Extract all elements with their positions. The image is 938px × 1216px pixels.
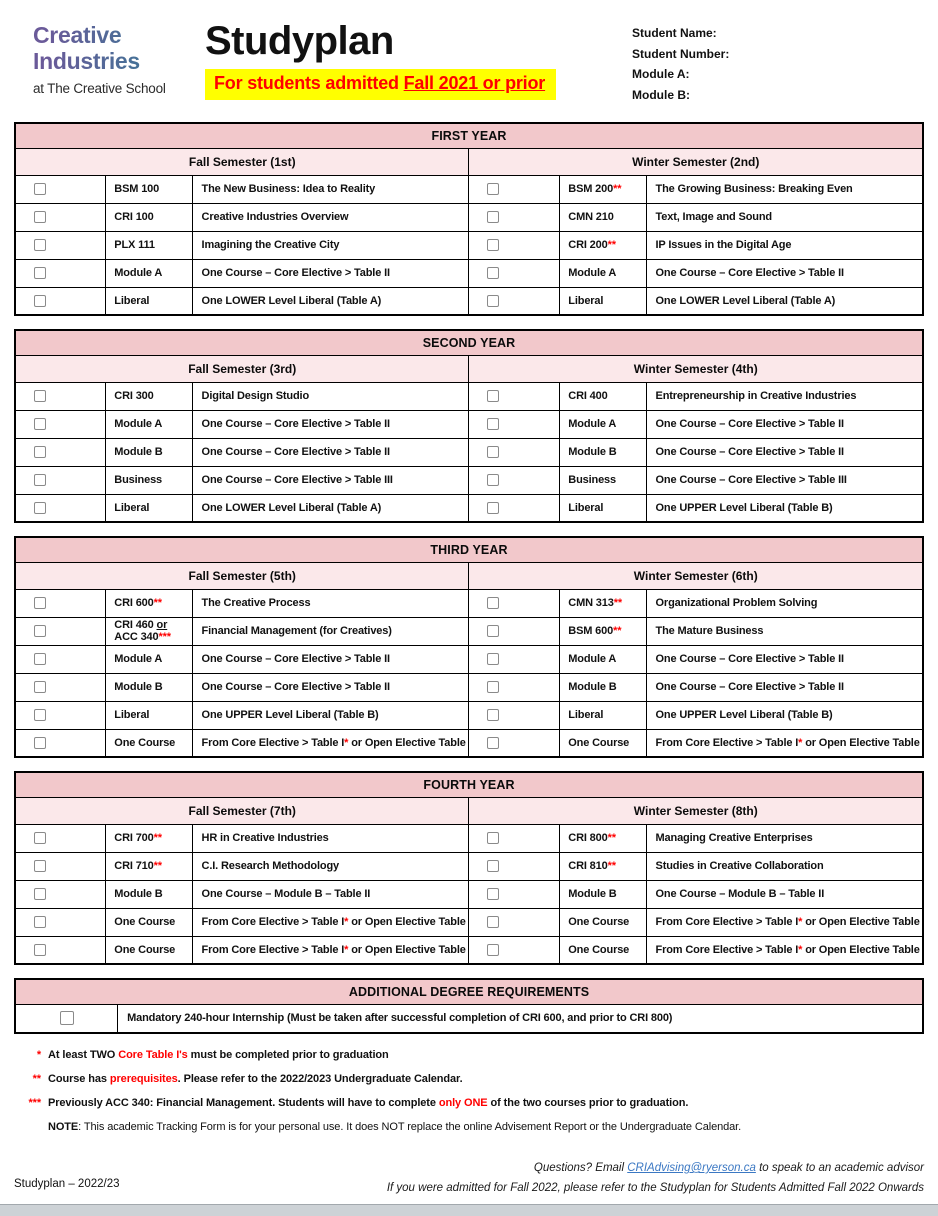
internship-checkbox-cell <box>15 1004 118 1033</box>
course-code: CRI 710** <box>106 852 192 880</box>
course-code: BSM 600** <box>560 617 646 645</box>
note-line <box>0 1121 924 1134</box>
banner-prefix: For students admitted <box>214 73 404 93</box>
course-checkbox-cell <box>469 852 560 880</box>
course-checkbox[interactable] <box>34 295 46 307</box>
year-title: FOURTH YEAR <box>15 772 923 797</box>
course-description: Text, Image and Sound <box>646 203 923 231</box>
course-row <box>15 824 923 852</box>
course-checkbox[interactable] <box>487 681 499 693</box>
course-description: One Course – Core Elective > Table II <box>646 438 923 466</box>
course-code: Module A <box>106 410 192 438</box>
logo-word-creative: Creative <box>33 22 205 48</box>
course-code: Module A <box>106 645 192 673</box>
course-code: One Course <box>560 908 646 936</box>
course-checkbox[interactable] <box>34 446 46 458</box>
course-checkbox-cell <box>469 494 560 522</box>
course-checkbox[interactable] <box>34 653 46 665</box>
course-description: One Course – Core Elective > Table II <box>192 410 469 438</box>
course-checkbox[interactable] <box>34 737 46 749</box>
title-block <box>205 16 632 100</box>
course-checkbox-cell <box>15 203 106 231</box>
footnotes <box>0 1034 938 1134</box>
year-table <box>14 771 924 965</box>
course-row <box>15 645 923 673</box>
course-description: One Course – Core Elective > Table II <box>192 645 469 673</box>
requirement-row <box>15 1004 923 1033</box>
course-description: Managing Creative Enterprises <box>646 824 923 852</box>
course-row <box>15 175 923 203</box>
page-footer <box>14 1158 924 1198</box>
course-checkbox[interactable] <box>34 183 46 195</box>
course-description: Financial Management (for Creatives) <box>192 617 469 645</box>
footnote-single-asterisk <box>0 1049 924 1062</box>
course-description: IP Issues in the Digital Age <box>646 231 923 259</box>
asterisk-mark: * <box>36 1049 41 1061</box>
course-checkbox-cell <box>15 466 106 494</box>
course-description: HR in Creative Industries <box>192 824 469 852</box>
page-header <box>0 0 938 122</box>
course-row <box>15 673 923 701</box>
course-code: One Course <box>560 936 646 964</box>
footnote-double-asterisk <box>0 1073 924 1086</box>
course-checkbox[interactable] <box>34 944 46 956</box>
course-code: CRI 300 <box>106 382 192 410</box>
admission-banner <box>205 69 556 100</box>
course-code: Liberal <box>106 287 192 315</box>
course-description: From Core Elective > Table I* or Open Elective Table <box>646 729 923 757</box>
course-description: Studies in Creative Collaboration <box>646 852 923 880</box>
course-checkbox-cell <box>15 617 106 645</box>
course-checkbox-cell <box>15 438 106 466</box>
course-row <box>15 617 923 645</box>
course-checkbox[interactable] <box>487 944 499 956</box>
footer-version-label: Studyplan – 2022/23 <box>14 1178 120 1190</box>
logo-tagline: at The Creative School <box>33 81 166 96</box>
course-description: One UPPER Level Liberal (Table B) <box>646 494 923 522</box>
semester-header-fall: Fall Semester (3rd) <box>15 355 469 382</box>
course-checkbox-cell <box>469 673 560 701</box>
course-code: CMN 210 <box>560 203 646 231</box>
course-description: One Course – Core Elective > Table II <box>192 438 469 466</box>
course-description: Entrepreneurship in Creative Industries <box>646 382 923 410</box>
course-code: Module B <box>106 880 192 908</box>
course-checkbox-cell <box>15 824 106 852</box>
course-code: Liberal <box>106 701 192 729</box>
course-checkbox-cell <box>15 589 106 617</box>
course-checkbox-cell <box>469 908 560 936</box>
course-checkbox[interactable] <box>34 832 46 844</box>
student-name-label: Student Name: <box>632 26 717 40</box>
course-checkbox-cell <box>15 645 106 673</box>
course-description: One Course – Core Elective > Table II <box>646 645 923 673</box>
course-code: Liberal <box>560 494 646 522</box>
course-code: Business <box>106 466 192 494</box>
course-code: CRI 810** <box>560 852 646 880</box>
footer-questions-line: Questions? Email CRIAdvising@ryerson.ca to speak to an academic advisor <box>533 1162 924 1174</box>
course-checkbox-cell <box>469 231 560 259</box>
course-code: Module B <box>106 438 192 466</box>
footnote-text: Previously ACC 340: Financial Management. Students will have to complete only ONE of the two courses prior to graduation. <box>48 1097 689 1109</box>
course-checkbox[interactable] <box>487 653 499 665</box>
course-checkbox[interactable] <box>34 860 46 872</box>
course-checkbox[interactable] <box>487 295 499 307</box>
student-fields <box>632 16 924 105</box>
course-code: CMN 313** <box>560 589 646 617</box>
course-description: One Course – Core Elective > Table II <box>192 259 469 287</box>
course-checkbox[interactable] <box>487 418 499 430</box>
year-table <box>14 329 924 523</box>
tables-container <box>0 122 938 1034</box>
course-row <box>15 410 923 438</box>
course-row <box>15 494 923 522</box>
semester-header-winter: Winter Semester (4th) <box>469 355 923 382</box>
course-checkbox[interactable] <box>487 597 499 609</box>
course-code: Module B <box>560 673 646 701</box>
course-checkbox[interactable] <box>34 267 46 279</box>
page-title: Studyplan <box>205 19 394 63</box>
year-title: FIRST YEAR <box>15 123 923 148</box>
course-checkbox-cell <box>15 852 106 880</box>
course-code: One Course <box>106 729 192 757</box>
course-description: From Core Elective > Table I* or Open Elective Table <box>192 908 469 936</box>
course-checkbox-cell <box>15 936 106 964</box>
course-description: Imagining the Creative City <box>192 231 469 259</box>
course-checkbox[interactable] <box>487 709 499 721</box>
course-checkbox-cell <box>469 824 560 852</box>
semester-header-fall: Fall Semester (5th) <box>15 562 469 589</box>
course-checkbox-cell <box>15 259 106 287</box>
course-description: One LOWER Level Liberal (Table A) <box>192 494 469 522</box>
course-checkbox[interactable] <box>34 390 46 402</box>
course-code: BSM 200** <box>560 175 646 203</box>
course-code: One Course <box>106 936 192 964</box>
course-row <box>15 203 923 231</box>
course-code: Business <box>560 466 646 494</box>
course-row <box>15 729 923 757</box>
course-checkbox-cell <box>469 410 560 438</box>
course-description: From Core Elective > Table I* or Open Elective Table <box>192 729 469 757</box>
internship-checkbox[interactable] <box>60 1011 74 1025</box>
course-checkbox[interactable] <box>487 446 499 458</box>
course-row <box>15 382 923 410</box>
course-checkbox[interactable] <box>487 888 499 900</box>
course-code: CRI 460 or ACC 340*** <box>106 617 192 645</box>
course-checkbox-cell <box>15 231 106 259</box>
asterisk-mark: *** <box>28 1097 41 1109</box>
year-table <box>14 536 924 758</box>
course-code: Module A <box>106 259 192 287</box>
course-checkbox-cell <box>469 936 560 964</box>
course-checkbox[interactable] <box>487 183 499 195</box>
course-description: Organizational Problem Solving <box>646 589 923 617</box>
course-description: From Core Elective > Table I* or Open Elective Table <box>646 908 923 936</box>
course-checkbox-cell <box>469 287 560 315</box>
footnote-text: Course has prerequisites. Please refer to the 2022/2023 Undergraduate Calendar. <box>48 1073 463 1085</box>
course-row <box>15 231 923 259</box>
course-code: Module B <box>560 880 646 908</box>
course-checkbox-cell <box>469 175 560 203</box>
course-description: One Course – Core Elective > Table III <box>646 466 923 494</box>
course-checkbox[interactable] <box>487 474 499 486</box>
course-checkbox-cell <box>15 880 106 908</box>
course-description: The New Business: Idea to Reality <box>192 175 469 203</box>
course-checkbox-cell <box>469 880 560 908</box>
course-row <box>15 287 923 315</box>
course-checkbox[interactable] <box>34 418 46 430</box>
course-description: From Core Elective > Table I* or Open Elective Table <box>192 936 469 964</box>
course-checkbox-cell <box>15 287 106 315</box>
additional-requirements-title: ADDITIONAL DEGREE REQUIREMENTS <box>15 979 923 1004</box>
course-checkbox[interactable] <box>34 211 46 223</box>
year-table <box>14 122 924 316</box>
course-checkbox-cell <box>469 203 560 231</box>
course-checkbox[interactable] <box>487 390 499 402</box>
course-checkbox[interactable] <box>34 474 46 486</box>
course-row <box>15 908 923 936</box>
course-checkbox-cell <box>15 729 106 757</box>
course-row <box>15 936 923 964</box>
page-bottom-bar <box>0 1204 938 1216</box>
course-checkbox[interactable] <box>487 267 499 279</box>
year-title: SECOND YEAR <box>15 330 923 355</box>
course-checkbox[interactable] <box>487 832 499 844</box>
course-code: Module A <box>560 259 646 287</box>
course-code: CRI 600** <box>106 589 192 617</box>
email-link[interactable]: CRIAdvising@ryerson.ca <box>627 1162 756 1174</box>
course-description: One LOWER Level Liberal (Table A) <box>192 287 469 315</box>
course-description: Creative Industries Overview <box>192 203 469 231</box>
course-description: The Creative Process <box>192 589 469 617</box>
internship-requirement-text: Mandatory 240-hour Internship (Must be taken after successful completion of CRI 600, and prior to CRI 800) <box>118 1004 923 1033</box>
course-checkbox-cell <box>15 494 106 522</box>
course-checkbox-cell <box>469 466 560 494</box>
course-checkbox-cell <box>469 438 560 466</box>
course-checkbox[interactable] <box>487 737 499 749</box>
course-checkbox-cell <box>469 701 560 729</box>
course-checkbox-cell <box>15 701 106 729</box>
course-checkbox[interactable] <box>487 625 499 637</box>
course-code: One Course <box>106 908 192 936</box>
course-code: CRI 700** <box>106 824 192 852</box>
banner-underlined-text: Fall 2021 or prior <box>403 73 546 93</box>
course-checkbox[interactable] <box>487 502 499 514</box>
logo-word-industries: Industries <box>33 48 205 74</box>
course-row <box>15 701 923 729</box>
course-row <box>15 438 923 466</box>
course-code: Module B <box>106 673 192 701</box>
asterisk-mark: ** <box>32 1073 41 1085</box>
semester-header-fall: Fall Semester (1st) <box>15 148 469 175</box>
course-code: Liberal <box>560 701 646 729</box>
course-description: The Mature Business <box>646 617 923 645</box>
note-text: NOTE: This academic Tracking Form is for your personal use. It does NOT replace the online Advisement Report or the Undergraduate Calendar. <box>48 1121 742 1133</box>
course-code: Liberal <box>106 494 192 522</box>
additional-requirements-table <box>14 978 924 1034</box>
course-checkbox[interactable] <box>487 211 499 223</box>
course-checkbox[interactable] <box>34 681 46 693</box>
course-row <box>15 589 923 617</box>
course-checkbox[interactable] <box>34 502 46 514</box>
course-description: One Course – Core Elective > Table II <box>646 259 923 287</box>
course-description: One Course – Core Elective > Table III <box>192 466 469 494</box>
course-code: CRI 800** <box>560 824 646 852</box>
course-description: One Course – Core Elective > Table II <box>646 673 923 701</box>
year-tables <box>14 122 924 965</box>
course-checkbox[interactable] <box>34 625 46 637</box>
course-code: Liberal <box>560 287 646 315</box>
course-code: One Course <box>560 729 646 757</box>
semester-header-winter: Winter Semester (2nd) <box>469 148 923 175</box>
footnote-triple-asterisk <box>0 1097 924 1110</box>
course-description: The Growing Business: Breaking Even <box>646 175 923 203</box>
course-checkbox-cell <box>469 729 560 757</box>
course-description: One Course – Core Elective > Table II <box>646 410 923 438</box>
course-row <box>15 259 923 287</box>
course-checkbox[interactable] <box>487 916 499 928</box>
course-code: BSM 100 <box>106 175 192 203</box>
course-checkbox-cell <box>15 673 106 701</box>
semester-header-winter: Winter Semester (6th) <box>469 562 923 589</box>
course-checkbox[interactable] <box>34 916 46 928</box>
module-a-label: Module A: <box>632 67 690 81</box>
semester-header-fall: Fall Semester (7th) <box>15 797 469 824</box>
course-description: One UPPER Level Liberal (Table B) <box>646 701 923 729</box>
course-code: PLX 111 <box>106 231 192 259</box>
course-checkbox-cell <box>469 589 560 617</box>
year-title: THIRD YEAR <box>15 537 923 562</box>
course-description: Digital Design Studio <box>192 382 469 410</box>
course-code: Module B <box>560 438 646 466</box>
course-checkbox-cell <box>15 908 106 936</box>
course-code: CRI 100 <box>106 203 192 231</box>
course-code: CRI 400 <box>560 382 646 410</box>
student-number-label: Student Number: <box>632 46 730 61</box>
course-checkbox-cell <box>15 175 106 203</box>
course-row <box>15 466 923 494</box>
course-description: C.I. Research Methodology <box>192 852 469 880</box>
course-code: CRI 200** <box>560 231 646 259</box>
course-description: From Core Elective > Table I* or Open Elective Table <box>646 936 923 964</box>
course-checkbox[interactable] <box>487 860 499 872</box>
course-checkbox[interactable] <box>34 888 46 900</box>
course-checkbox-cell <box>15 382 106 410</box>
course-description: One Course – Module B – Table II <box>192 880 469 908</box>
course-checkbox-cell <box>469 645 560 673</box>
course-checkbox-cell <box>469 617 560 645</box>
semester-header-winter: Winter Semester (8th) <box>469 797 923 824</box>
course-checkbox-cell <box>469 259 560 287</box>
course-row <box>15 852 923 880</box>
course-code: Module A <box>560 645 646 673</box>
creative-industries-logo <box>33 16 205 96</box>
course-checkbox[interactable] <box>34 709 46 721</box>
module-b-label: Module B: <box>632 87 690 102</box>
footnote-text: At least TWO Core Table I's must be completed prior to graduation <box>48 1049 389 1061</box>
course-code: Module A <box>560 410 646 438</box>
course-description: One LOWER Level Liberal (Table A) <box>646 287 923 315</box>
footer-fall2022-line: If you were admitted for Fall 2022, please refer to the Studyplan for Students Admitted Fall 2022 Onwards <box>386 1182 924 1194</box>
course-description: One UPPER Level Liberal (Table B) <box>192 701 469 729</box>
course-checkbox[interactable] <box>34 239 46 251</box>
course-description: One Course – Core Elective > Table II <box>192 673 469 701</box>
course-checkbox[interactable] <box>487 239 499 251</box>
course-checkbox-cell <box>469 382 560 410</box>
course-checkbox-cell <box>15 410 106 438</box>
course-checkbox[interactable] <box>34 597 46 609</box>
course-description: One Course – Module B – Table II <box>646 880 923 908</box>
course-row <box>15 880 923 908</box>
